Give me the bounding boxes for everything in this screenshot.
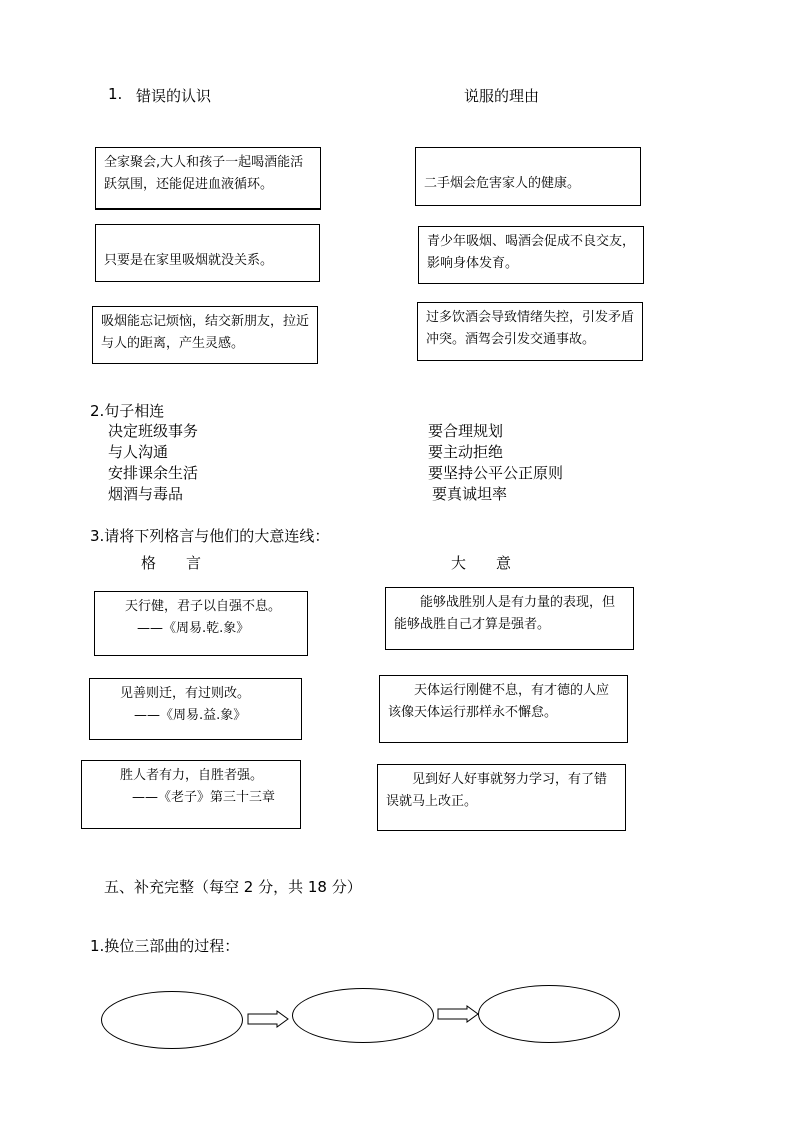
meaning-text: 天体运行刚健不息，有才德的人应该像天体运行那样永不懈怠。: [388, 683, 610, 720]
reason-box-3: [417, 302, 643, 361]
motto-source: ——《老子》第三十三章: [132, 790, 276, 805]
section2-right-item-1: 要合理规划: [428, 422, 504, 440]
section1-heading-number: 1.: [108, 85, 123, 103]
meaning-box-1: [385, 587, 634, 650]
section2-right-item-3: 要坚持公平公正原则: [428, 464, 564, 482]
meaning-text: 能够战胜别人是有力量的表现，但能够战胜自己才算是强者。: [394, 595, 616, 632]
process-step-oval-2[interactable]: [292, 988, 434, 1043]
section2-right-item-2: 要主动拒绝: [428, 443, 504, 461]
section2-right-item-4: 要真诚坦率: [432, 485, 508, 503]
section2-heading: 2.句子相连: [90, 402, 165, 420]
wrong-view-box-1: [95, 147, 321, 209]
reason-text: 青少年吸烟、喝酒会促成不良交友，影响身体发育。: [427, 234, 636, 271]
section1-heading-reasons: 说服的理由: [464, 87, 540, 105]
motto-box-1: [94, 591, 308, 656]
section2-left-item-4: 烟酒与毒品: [108, 485, 184, 503]
meaning-box-3: [377, 764, 626, 831]
wrong-view-box-2: [95, 224, 320, 282]
section3-heading: 3.请将下列格言与他们的大意连线：: [90, 527, 330, 545]
meaning-column-heading: 大 意: [451, 554, 512, 572]
meaning-text: 见到好人好事就努力学习，有了错误就马上改正。: [386, 772, 608, 809]
motto-box-2: [89, 678, 302, 740]
reason-box-1: [415, 147, 641, 206]
reason-text: 二手烟会危害家人的健康。: [424, 176, 581, 191]
meaning-box-2: [379, 675, 628, 743]
reason-text: 过多饮酒会导致情绪失控，引发矛盾冲突。酒驾会引发交通事故。: [426, 310, 635, 347]
reason-box-2: [418, 226, 644, 284]
section1-heading-wrong-views: 错误的认识: [136, 87, 212, 105]
wrong-view-text: 只要是在家里吸烟就没关系。: [104, 253, 274, 268]
wrong-view-text: 全家聚会,大人和孩子一起喝酒能活跃氛围，还能促进血液循环。: [104, 155, 304, 192]
motto-source: ——《周易.益.象》: [134, 708, 247, 723]
section2-left-item-3: 安排课余生活: [108, 464, 199, 482]
section5-question-1: 1.换位三部曲的过程：: [90, 937, 240, 955]
section5-heading: 五、补充完整（每空 2 分，共 18 分）: [104, 878, 362, 896]
motto-text: 天行健，君子以自强不息。: [125, 599, 282, 614]
process-step-oval-3[interactable]: [478, 985, 620, 1043]
motto-source: ——《周易.乾.象》: [137, 621, 250, 636]
wrong-view-box-3: [92, 306, 318, 364]
motto-text: 胜人者有力，自胜者强。: [120, 768, 264, 783]
motto-box-3: [81, 760, 301, 829]
motto-column-heading: 格 言: [141, 554, 202, 572]
process-step-oval-1[interactable]: [101, 991, 243, 1049]
section2-left-item-2: 与人沟通: [108, 443, 169, 461]
motto-text: 见善则迁，有过则改。: [120, 686, 251, 701]
right-arrow-icon: [437, 1005, 479, 1023]
wrong-view-text: 吸烟能忘记烦恼，结交新朋友，拉近与人的距离，产生灵感。: [101, 314, 310, 351]
right-arrow-icon: [247, 1010, 289, 1028]
section2-left-item-1: 决定班级事务: [108, 422, 199, 440]
